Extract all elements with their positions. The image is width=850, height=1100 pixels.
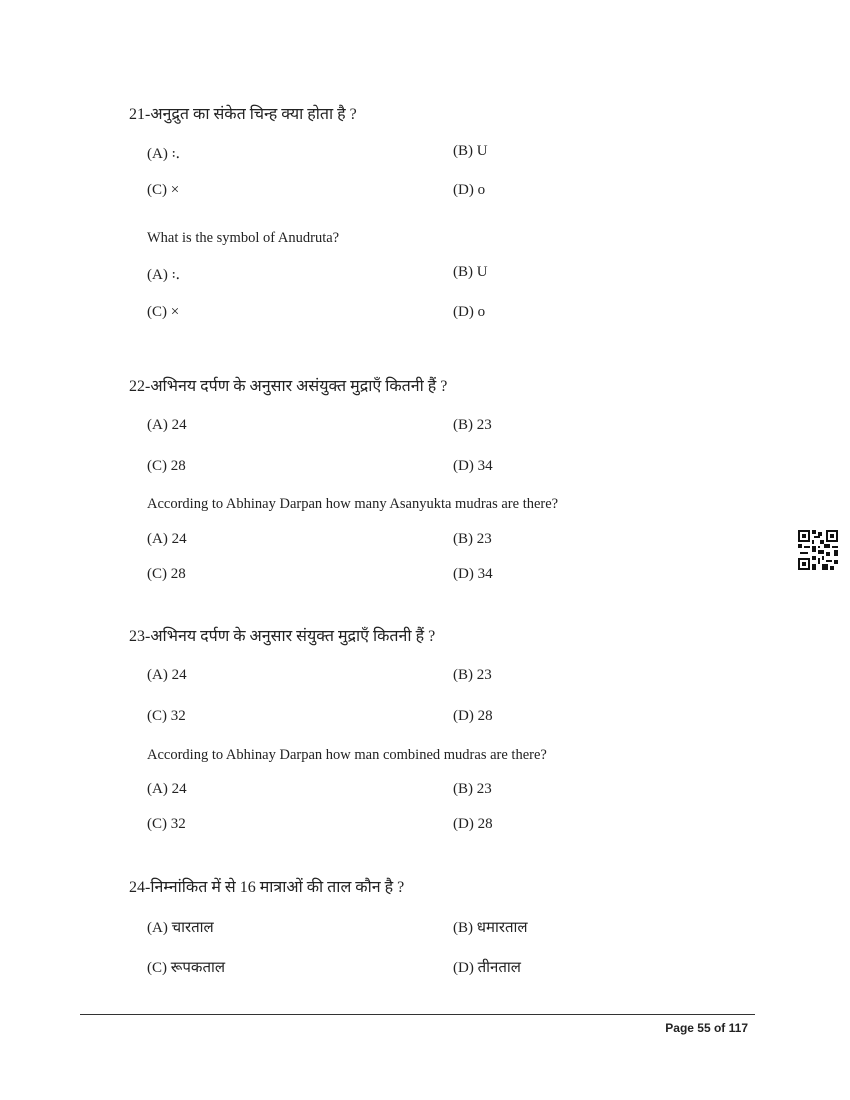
option-d-hindi: (D) 34 [453,458,493,474]
question-stem: 21-अनुद्रुत का संकेत चिन्ह क्या होता है ? [129,106,357,123]
option-b-hindi: (B) धमारताल [453,920,528,936]
option-a-hindi: (A) ꞉ᱹ [147,146,180,162]
qr-code-icon [798,530,838,570]
option-b-hindi: (B) 23 [453,417,492,433]
option-b-english: (B) 23 [453,781,492,797]
option-a-english: (A) 24 [147,531,187,547]
option-b-english: (B) U [453,264,488,280]
option-a-english: (A) ꞉ᱹ [147,267,180,283]
question-english: What is the symbol of Anudruta? [147,230,340,246]
option-d-hindi: (D) o [453,182,486,198]
option-a-hindi: (A) चारताल [147,920,214,936]
option-c-english: (C) 32 [147,816,186,832]
option-a-hindi: (A) 24 [147,417,187,433]
option-c-hindi: (C) रूपकताल [147,960,226,976]
page-number: Page 55 of 117 [665,1021,748,1035]
question-stem: 22-अभिनय दर्पण के अनुसार असंयुक्त मुद्राएँ कितनी हैं ? [129,378,448,395]
option-a-english: (A) 24 [147,781,187,797]
option-d-english: (D) o [453,304,486,320]
option-c-hindi: (C) 28 [147,458,186,474]
option-b-hindi: (B) 23 [453,667,492,683]
option-d-english: (D) 34 [453,566,493,582]
footer-divider [80,1014,755,1015]
option-c-english: (C) 28 [147,566,186,582]
option-d-hindi: (D) तीनताल [453,960,521,976]
option-b-english: (B) 23 [453,531,492,547]
option-c-hindi: (C) × [147,182,180,198]
question-stem: 23-अभिनय दर्पण के अनुसार संयुक्त मुद्राएँ कितनी हैं ? [129,628,436,645]
question-english: According to Abhinay Darpan how many Asanyukta mudras are there? [147,496,559,512]
question-english: According to Abhinay Darpan how man combined mudras are there? [147,747,547,763]
question-stem: 24-निम्नांकित में से 16 मात्राओं की ताल कौन है ? [129,879,405,896]
option-c-hindi: (C) 32 [147,708,186,724]
option-c-english: (C) × [147,304,180,320]
option-d-english: (D) 28 [453,816,493,832]
option-a-hindi: (A) 24 [147,667,187,683]
option-b-hindi: (B) U [453,143,488,159]
option-d-hindi: (D) 28 [453,708,493,724]
